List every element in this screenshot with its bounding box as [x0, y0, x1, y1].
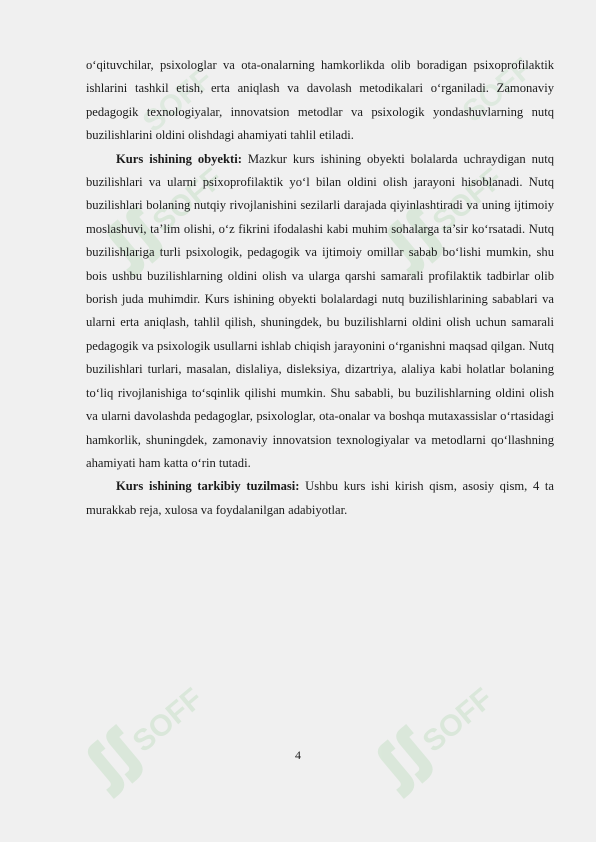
- svg-text:SOFF: SOFF: [456, 51, 540, 129]
- svg-text:SOFF: SOFF: [416, 681, 500, 759]
- soff-watermark-logo: [70, 670, 220, 800]
- document-body: [86, 51, 554, 522]
- paragraph-object: [86, 148, 554, 476]
- svg-text:SOFF: SOFF: [146, 161, 230, 239]
- svg-text:SOFF: SOFF: [126, 681, 210, 759]
- page-number: 4: [295, 748, 301, 762]
- paragraph-text: Ushbu kurs ishi kirish qism, asosiy qism, 4 ta murakkab reja, xulosa va foydalanilgan adabiyotlar.: [86, 479, 554, 517]
- paragraph-structure: [86, 475, 554, 522]
- paragraph-lead: Kurs ishining tarkibiy tuzilmasi:: [116, 479, 300, 494]
- svg-text:SOFF: SOFF: [426, 161, 510, 239]
- paragraph-intro: [86, 51, 554, 148]
- soff-watermark-logo: [360, 670, 510, 800]
- svg-text:SOFF: SOFF: [136, 61, 220, 139]
- paragraph-text: o‘qituvchilar, psixologlar va ota-onalarning hamkorlikda olib boradigan psixoprofilaktik ishlarini tashkil etish, erta aniqlash va davolash metodikalari o‘rganiladi. Zamonaviy pedagogik texnologiyalar, innovatsion metodlar va psixologik yondashuvlarning nutq buzilishlarini oldini olishdagi ahamiyati tahlil etiladi.: [86, 58, 554, 143]
- paragraph-text: Mazkur kurs ishining obyekti bolalarda uchraydigan nutq buzilishlari va ularni psixoprofilaktik yo‘l bilan oldini olish jarayoni hisoblanadi. Nutq buzilishlari bolaning nutqiy rivojlanishini sezilarli darajada qiyinlashtiradi va uning ijtimoiy moslashuvi, ta’lim olishi, o‘z fikrini ifodalashi kabi muhim sohalarga ta’sir ko‘rsatadi. Nutq buzilishlariga turli psixologik, pedagogik va ijtimoiy omillar sabab bo‘lishi mumkin, shu bois ushbu buzilishlarning oldini olish va ularga qarshi samarali profilaktik tadbirlar olib borish juda muhimdir. Kurs ishining obyekti bolalardagi nutq buzilishlarining sabablari va ularni erta aniqlash, tahlil qilish, shuningdek, bu buzilishlarni oldini olish uchun samarali pedagogik va psixologik usullarni ishlab chiqish jarayonini o‘rganishni maqsad qilgan. Nutq buzilishlari turlari, masalan, dislaliya, disleksiya, dizartriya, alaliya kabi holatlar bolaning to‘liq rivojlanishiga to‘sqinlik qilishi mumkin. Shu sababli, bu buzilishlarning oldini olish va ularni davolashda pedagoglar, psixologlar, ota-onalar va boshqa mutaxassislar o‘rtasidagi hamkorlik, shuningdek, zamonaviy innovatsion texnologiyalar va metodlarni qo‘llashning ahamiyati ham katta o‘rin tutadi.: [86, 151, 554, 470]
- paragraph-lead: Kurs ishining obyekti:: [116, 151, 242, 166]
